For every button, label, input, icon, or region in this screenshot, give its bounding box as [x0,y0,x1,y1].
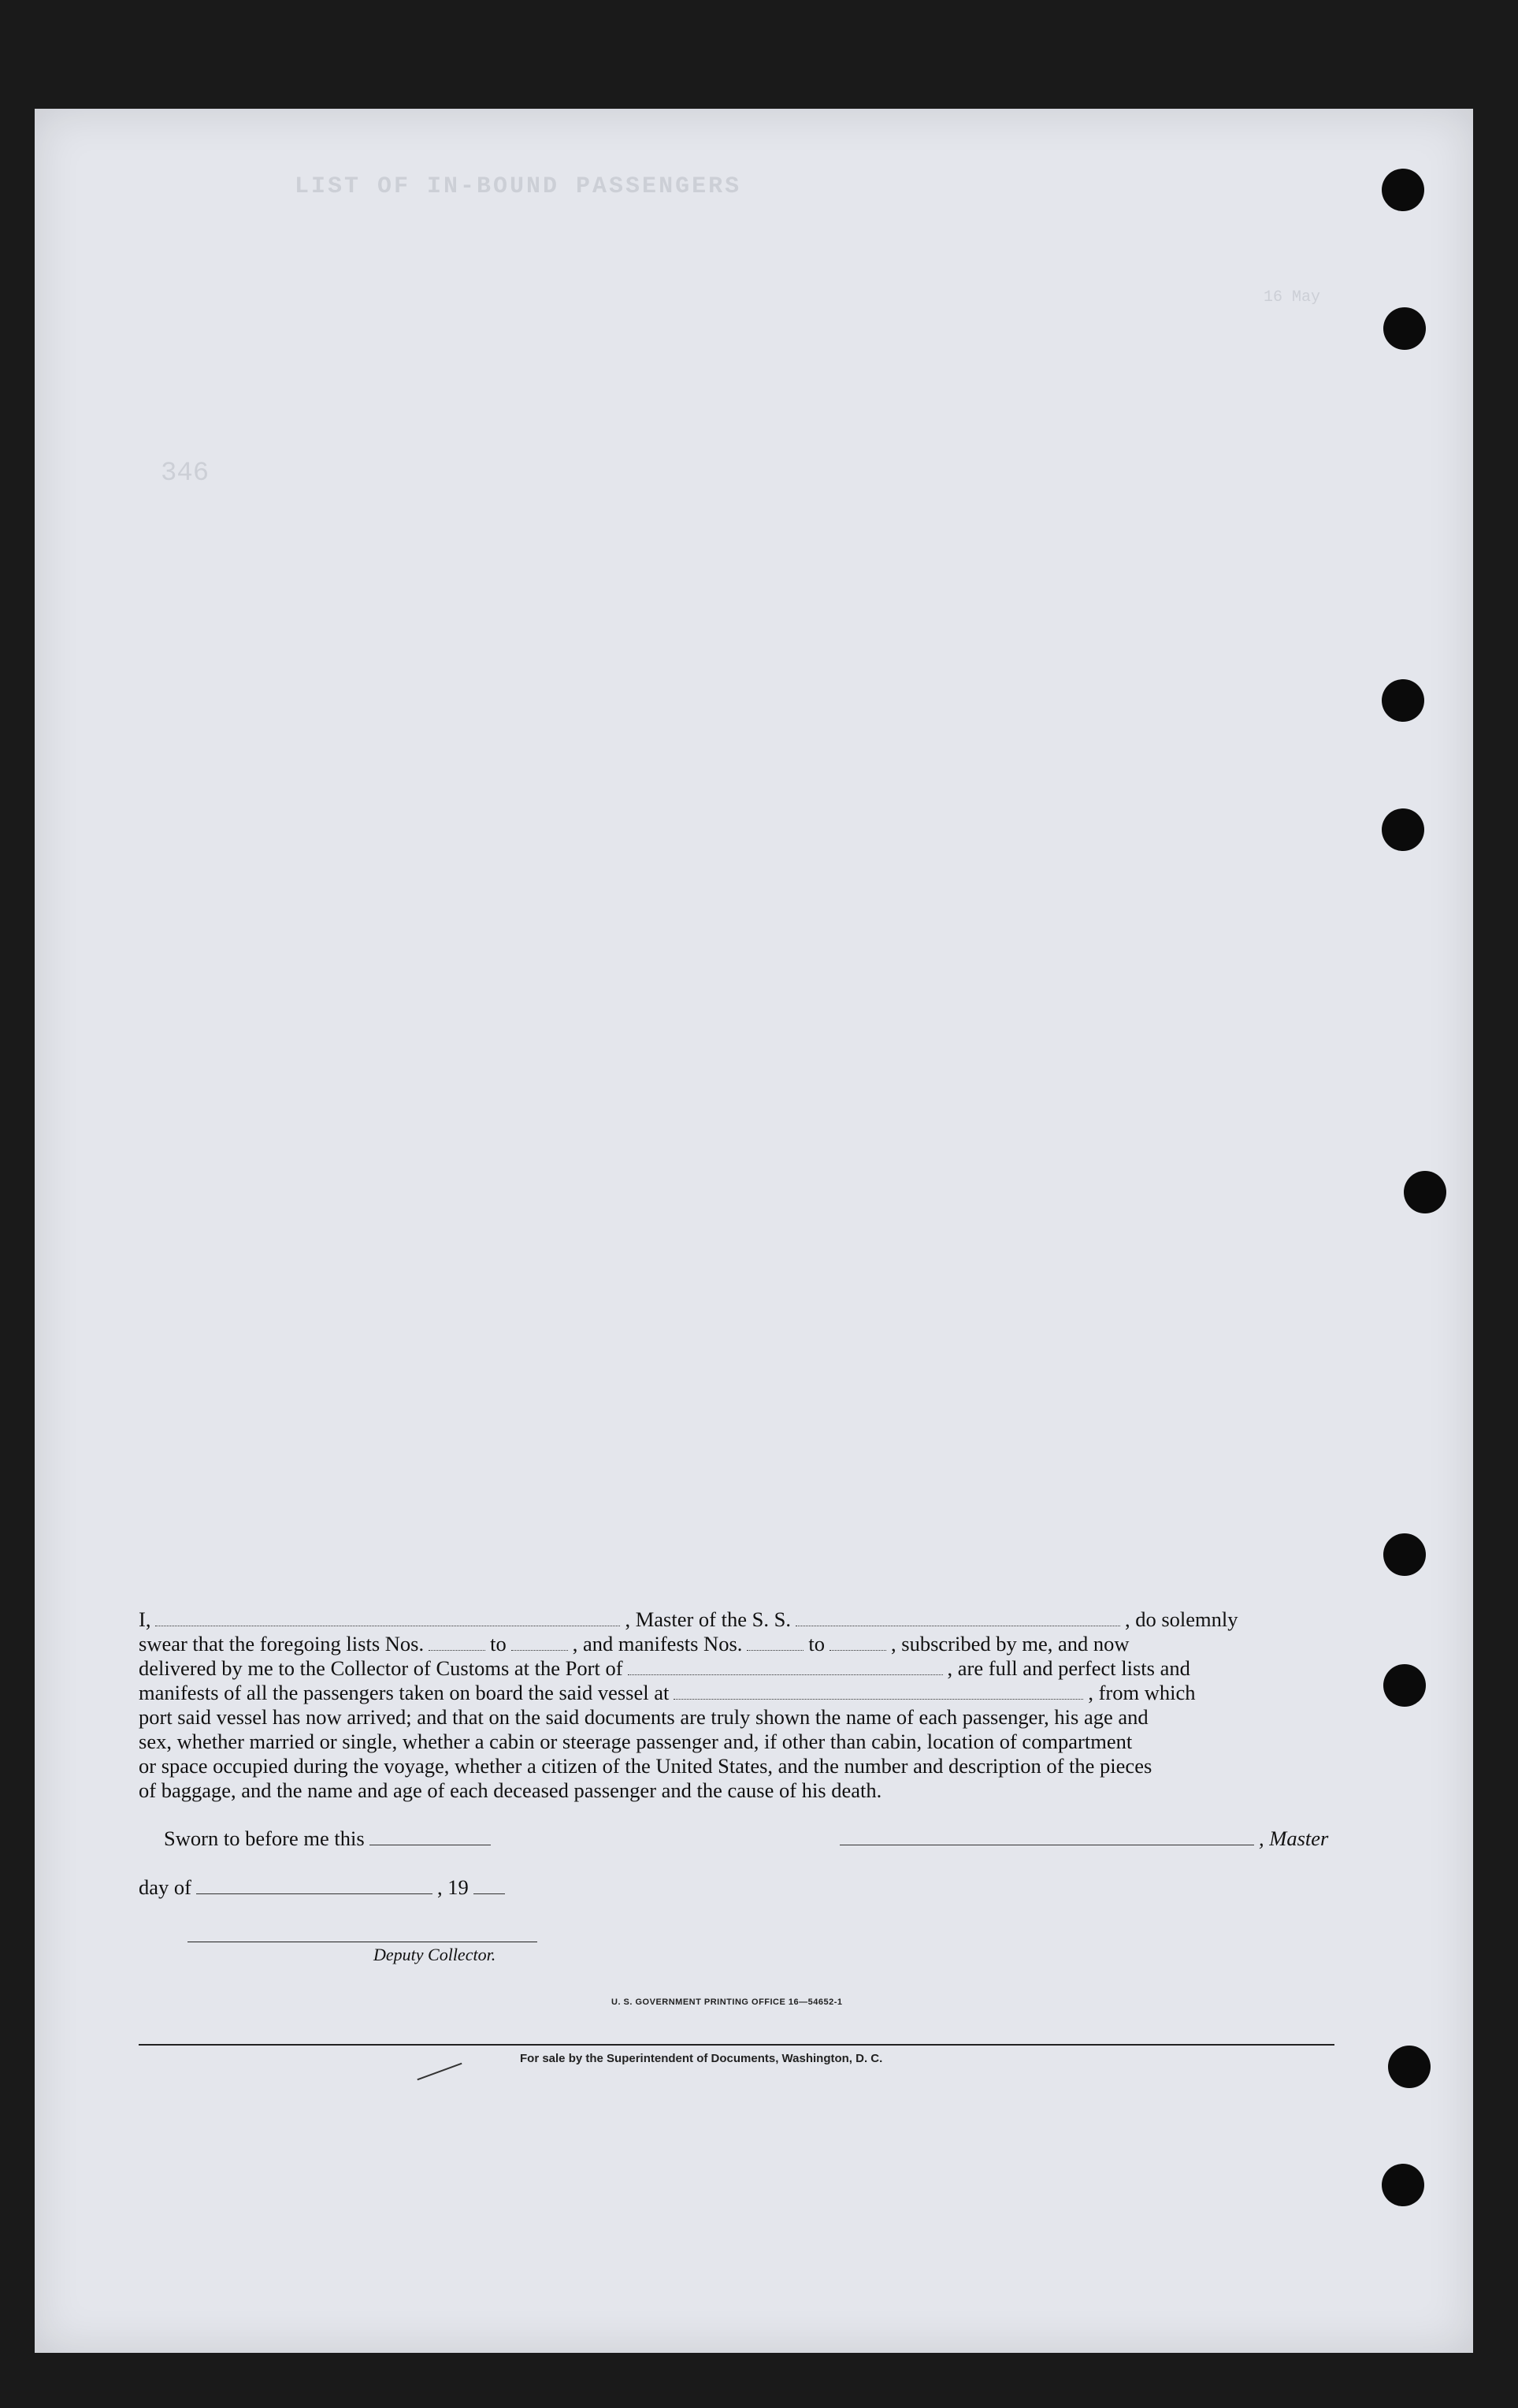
oath-line-8 [139,1778,1334,1803]
oath-line-1 [139,1607,1334,1632]
oath-text: I, [139,1607,151,1631]
day-of-line [139,1875,510,1900]
sworn-date-blank[interactable] [369,1830,491,1845]
punch-hole-3 [1382,679,1424,722]
sworn-label: Sworn to before me this [164,1826,365,1850]
list-to-blank[interactable] [511,1636,568,1651]
oath-text: sex, whether married or single, whether a cabin or steerage passenger and, if other than cabin, location of compartment [139,1730,1133,1753]
oath-line-6 [139,1730,1334,1754]
punch-hole-5 [1404,1171,1446,1213]
for-sale-notice: For sale by the Superintendent of Documents, Washington, D. C. [520,2052,883,2065]
oath-text: , from which [1088,1681,1196,1704]
oath-text: , are full and perfect lists and [947,1656,1190,1680]
punch-hole-1 [1382,169,1424,211]
deputy-collector-label: Deputy Collector. [373,1945,496,1964]
port-of-departure-blank[interactable] [674,1685,1083,1700]
oath-text: , subscribed by me, and now [891,1632,1130,1656]
bleed-through-title: LIST OF IN-BOUND PASSENGERS [295,173,742,200]
printing-office-imprint: U. S. GOVERNMENT PRINTING OFFICE 16—54652-1 [611,1997,843,2007]
list-from-blank[interactable] [429,1636,485,1651]
oath-line-3 [139,1656,1334,1681]
footer-rule [139,2044,1334,2046]
port-of-arrival-blank[interactable] [628,1660,943,1675]
oath-text: delivered by me to the Collector of Customs at the Port of [139,1656,623,1680]
master-signature-line [835,1826,1328,1851]
oath-line-5 [139,1705,1334,1730]
year-label: , 19 [436,1875,469,1899]
oath-line-7 [139,1754,1334,1778]
punch-hole-4 [1382,808,1424,851]
master-signature-blank[interactable] [840,1830,1254,1845]
manifest-page [35,109,1473,2353]
punch-hole-6 [1383,1533,1426,1576]
oath-text: manifests of all the passengers taken on board the said vessel at [139,1681,670,1704]
bleed-through-date: 16 May [1264,288,1321,307]
oath-text: swear that the foregoing lists Nos. [139,1632,425,1656]
day-of-label: day of [139,1875,191,1899]
oath-text: , and manifests Nos. [572,1632,743,1656]
oath-text: port said vessel has now arrived; and that on the said documents are truly shown the name of each passenger, his age and [139,1705,1149,1729]
oath-line-4 [139,1681,1334,1705]
master-name-blank[interactable] [155,1611,620,1626]
oath-text: to [808,1632,826,1656]
vessel-name-blank[interactable] [796,1611,1120,1626]
month-blank[interactable] [196,1879,432,1894]
oath-text: , do solemnly [1124,1607,1238,1631]
sworn-line [164,1826,495,1851]
oath-paragraph [139,1607,1334,1803]
oath-text: , Master of the S. S. [625,1607,791,1631]
punch-hole-2 [1383,307,1426,350]
bleed-through-number: 346 [161,459,210,489]
oath-text: of baggage, and the name and age of each deceased passenger and the cause of his death. [139,1778,882,1802]
punch-hole-9 [1382,2164,1424,2206]
oath-text: or space occupied during the voyage, whether a citizen of the United States, and the number and description of the pieces [139,1754,1152,1778]
manifest-to-blank[interactable] [830,1636,886,1651]
year-blank[interactable] [473,1879,505,1894]
oath-line-2 [139,1632,1334,1656]
master-label: , Master [1259,1826,1329,1850]
punch-hole-7 [1383,1664,1426,1707]
oath-text: to [490,1632,507,1656]
punch-hole-8 [1388,2046,1431,2088]
manifest-from-blank[interactable] [747,1636,804,1651]
